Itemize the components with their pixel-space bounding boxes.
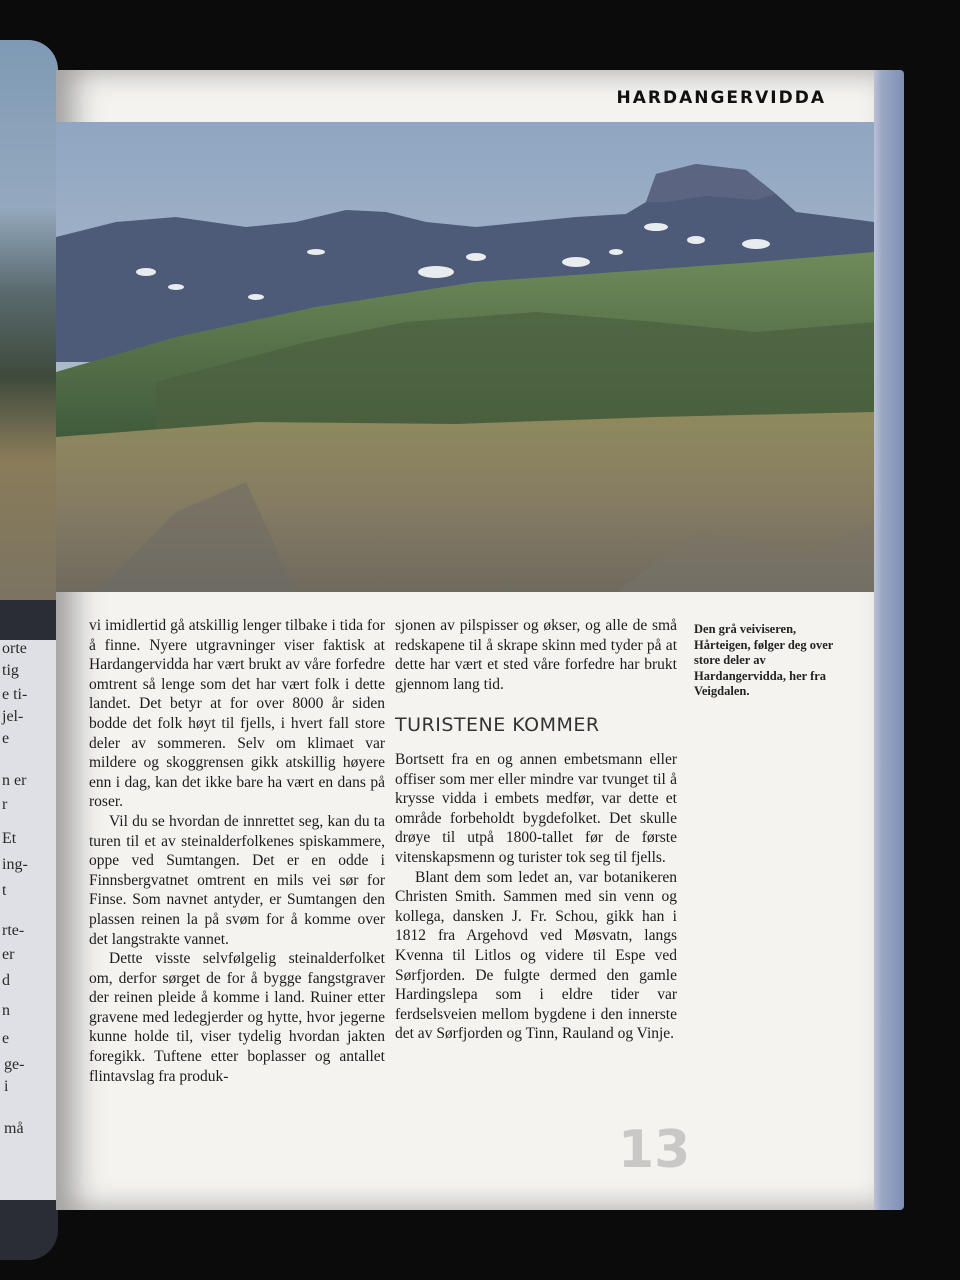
left-page-text-fragment: ge- xyxy=(4,1056,25,1073)
paragraph: Blant dem som ledet an, var botanikeren Christen Smith. Sammen med sin venn og kollega, dansken J. Fr. Schou, gikk han i 1812 fra Argehovd ved Møsvatn, langs Kvenna til Litlos og videre til Espe ved Sørfjorden. De fulgte dermed den gamle Hardingslepa som i eldre tider var ferdselsveien mellom bygdene i den innerste det av Sørfjorden og Tinn, Rauland og Vinje. xyxy=(395,868,677,1043)
left-page-text-fragment: e ti- xyxy=(2,686,28,703)
left-page-text-fragment: r xyxy=(2,796,8,813)
paragraph: vi imidlertid gå atskillig lenger tilbake i tida for å finne. Nyere utgravninger viser faktisk at Hardangervidda har vært brukt av våre forfedre omtrent så lenge som det har vært folk i dette landet. Det betyr at for over 8000 år siden bodde det folk høyt til fjells, i hvert fall store deler av sommeren. Selv om klimaet var mildere og skoggrensen gikk atskillig høyere enn i dag, kan det ikke bare ha vært en dans på roser. xyxy=(89,617,385,811)
left-page-text-fragment: e xyxy=(2,1030,10,1047)
left-page-text-fragment: må xyxy=(4,1120,24,1137)
left-page-photo xyxy=(0,40,58,600)
left-page-text-fragment: n xyxy=(2,1002,10,1019)
left-page-text-fragment: e xyxy=(2,730,10,747)
book-page xyxy=(56,70,874,1210)
left-page-text-fragment: d xyxy=(2,972,10,989)
left-page-text-fragment: Et xyxy=(2,830,17,847)
running-head: HARDANGERVIDDA xyxy=(616,88,826,108)
left-page-text-fragment: rte- xyxy=(2,922,25,939)
mountain-landscape-illustration xyxy=(56,122,874,592)
text-column-2 xyxy=(395,616,677,1044)
text-column-1 xyxy=(89,616,385,1086)
left-page-text-fragment: n er xyxy=(2,772,27,789)
left-page-text-fragment: ing- xyxy=(2,856,28,873)
paragraph: Bortsett fra en og annen embetsmann eller offiser som mer eller mindre var tvunget til å krysse vidda i embets medfør, var dette et område forbeholdt bygdefolket. Det skulle drøye til utpå 1800-tallet før de første vitenskapsmenn og turister tok seg til fjells. xyxy=(395,750,677,866)
left-page-text-fragment: i xyxy=(4,1078,9,1095)
left-page-text-fragment: tig xyxy=(2,662,19,679)
paragraph: sjonen av pilspisser og økser, og alle de små redskapene til å skrape skinn med tyder på at dette har vært et sted våre forfedre har brukt gjennom lang tid. xyxy=(395,617,677,693)
photo-caption: Den grå veiviseren, Hårteigen, følger deg over store deler av Hardangervidda, her fra Veigdalen. xyxy=(694,622,834,698)
left-page-text-fragment: jel- xyxy=(2,708,24,725)
left-page-text-fragment: t xyxy=(2,882,7,899)
landscape-photo xyxy=(56,122,874,592)
paragraph: Dette visste selvfølgelig steinalderfolket om, derfor sørget de for å bygge fangstgraver der reinen pleide å komme i land. Ruiner etter gravene med ledegjerder og hytte, hvor jegerne kunne holde til, viser tydelig hvordan jakten foregikk. Tuftene etter boplasser og antallet flintavslag fra produk- xyxy=(89,950,385,1085)
left-page-text-fragment: er xyxy=(2,946,15,963)
paragraph: Vil du se hvordan de innrettet seg, kan du ta turen til et av steinalderfolkenes spiskammere, oppe ved Sumtangen. Det er en odde i Finnsbergvatnet omtrent en mils vei sør for Finse. Som navnet antyder, er Sumtangen den plassen reinen la på svøm for å komme over det langstrakte vannet. xyxy=(89,812,385,948)
section-heading: TURISTENE KOMMER xyxy=(395,714,600,737)
page-number: 13 xyxy=(618,1120,691,1180)
left-page-text-fragment: orte xyxy=(2,640,27,657)
